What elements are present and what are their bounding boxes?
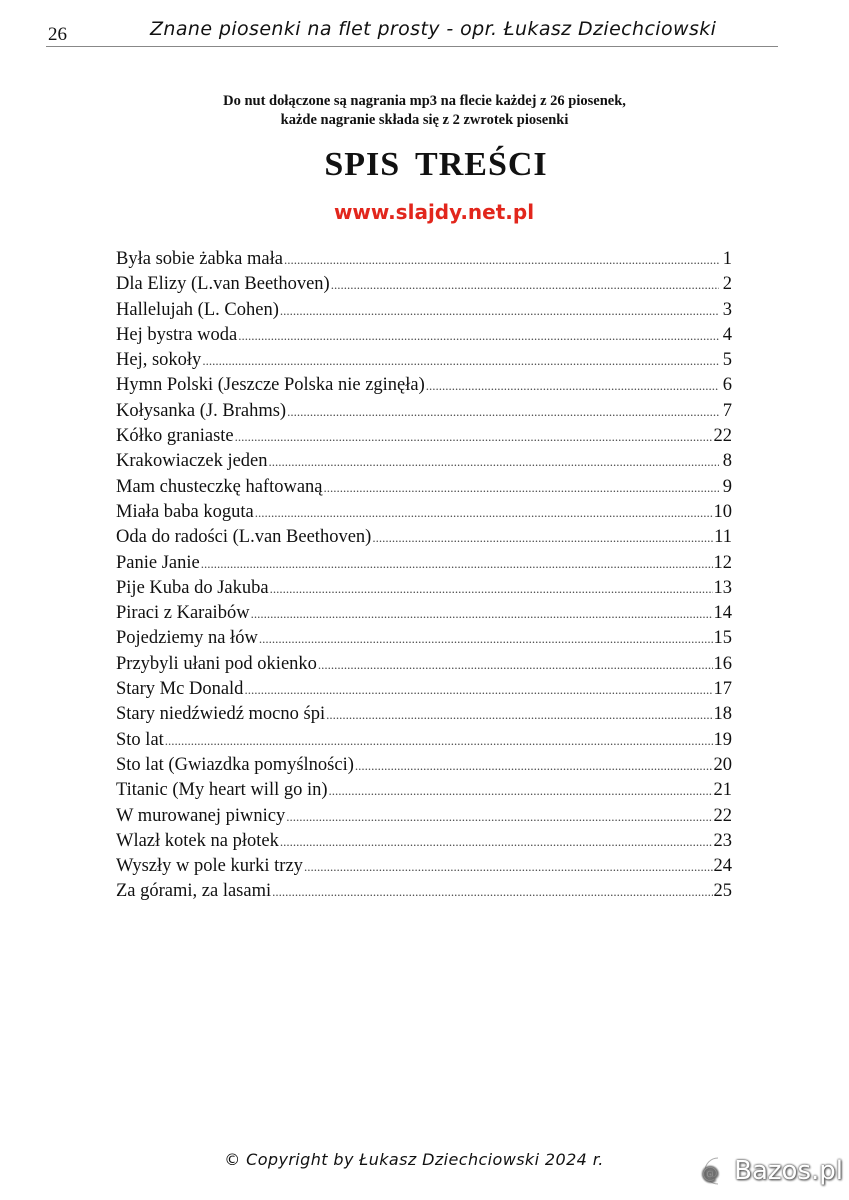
dot-leader [287,399,719,424]
intro-line-2: każde nagranie składa się z 2 zwrotek piosenki [280,112,569,128]
dot-leader [238,323,719,348]
toc-entry-title: Hej, sokoły [116,350,202,371]
toc-entry-page: 8 [722,451,732,472]
toc-entry-title: Dla Elizy (L.van Beethoven) [116,274,330,295]
toc-entry-page: 13 [713,577,732,598]
toc-entry-title: Mam chusteczkę haftowaną [116,476,323,497]
toc-entry-title: Hej bystra woda [116,324,238,345]
toc-entry-title: Sto lat (Gwiazdka pomyślności) [116,754,354,775]
dot-leader [280,298,719,323]
toc-entry[interactable] [116,323,732,348]
toc-entry-page: 15 [713,628,732,649]
toc-entry-title: Stary niedźwiedź mocno śpi [116,704,326,725]
toc-entry-page: 14 [713,603,732,624]
toc-entry[interactable] [116,728,732,753]
page-title: SPIS TREŚCI [324,146,548,183]
dot-leader [355,753,713,778]
toc-entry-title: Panie Janie [116,552,200,573]
toc-entry-page: 22 [713,805,732,826]
toc-entry-title: Sto lat [116,729,164,750]
running-header: Znane piosenki na flet prosty - opr. Łukasz Dziechciowski [150,18,717,40]
toc-entry[interactable] [116,373,732,398]
toc-entry[interactable] [116,702,732,727]
toc-entry-page: 24 [713,856,732,877]
page-number: 26 [48,24,67,45]
toc-entry-page: 9 [722,476,732,497]
toc-entry-page: 11 [714,527,732,548]
copyright-footer: © Copyright by Łukasz Dziechciowski 2024 r. [224,1150,604,1169]
toc-entry-title: W murowanej piwnicy [116,805,286,826]
toc-entry-title: Kołysanka (J. Brahms) [116,400,287,421]
toc-entry-title: Piraci z Karaibów [116,603,250,624]
dot-leader [280,829,713,854]
toc-entry-title: Za górami, za lasami [116,881,272,902]
toc-entry-page: 6 [722,375,732,396]
dot-leader [255,500,713,525]
toc-entry[interactable] [116,804,732,829]
toc-entry-page: 17 [713,679,732,700]
toc-entry-page: 5 [722,350,732,371]
website-link[interactable]: www.slajdy.net.pl [333,200,535,224]
dot-leader [235,424,713,449]
toc-entry[interactable] [116,753,732,778]
toc-entry-page: 23 [713,830,732,851]
toc-entry[interactable] [116,247,732,272]
dot-leader [286,804,712,829]
toc-entry[interactable] [116,677,732,702]
toc-entry-title: Przybyli ułani pod okienko [116,653,317,674]
toc-entry[interactable] [116,399,732,424]
toc-entry-title: Hymn Polski (Jeszcze Polska nie zginęła) [116,375,425,396]
dot-leader [284,247,719,272]
dot-leader [251,601,713,626]
toc-entry-page: 10 [713,501,732,522]
toc-entry-title: Oda do radości (L.van Beethoven) [116,527,372,548]
svg-text:@: @ [702,1163,719,1182]
dot-leader [202,348,719,373]
toc-entry[interactable] [116,601,732,626]
toc-entry-title: Krakowiaczek jeden [116,451,268,472]
toc-entry-page: 21 [713,780,732,801]
toc-entry-title: Wlazł kotek na płotek [116,830,279,851]
toc-entry-page: 20 [713,754,732,775]
header-divider [46,46,778,47]
dot-leader [304,854,713,879]
toc-entry-title: Hallelujah (L. Cohen) [116,299,279,320]
toc-entry-page: 25 [713,881,732,902]
toc-entry[interactable] [116,500,732,525]
toc-entry-title: Pije Kuba do Jakuba [116,577,269,598]
toc-entry[interactable] [116,298,732,323]
toc-entry[interactable] [116,879,732,904]
dot-leader [201,551,713,576]
toc-entry-page: 3 [722,299,732,320]
toc-entry-title: Titanic (My heart will go in) [116,780,328,801]
dot-leader [272,879,712,904]
watermark [663,1151,843,1191]
toc-entry[interactable] [116,829,732,854]
toc-entry[interactable] [116,551,732,576]
toc-entry[interactable] [116,778,732,803]
toc-entry[interactable] [116,525,732,550]
dot-leader [259,626,713,651]
toc-entry-title: Wyszły w pole kurki trzy [116,856,303,877]
table-of-contents [116,247,732,905]
intro-note [0,92,849,130]
toc-entry-page: 16 [713,653,732,674]
toc-entry-title: Kółko graniaste [116,426,234,447]
toc-entry-title: Pojedziemy na łów [116,628,258,649]
watermark-text: Bazos.pl [734,1156,843,1186]
toc-entry[interactable] [116,348,732,373]
toc-entry[interactable] [116,626,732,651]
dot-leader [326,702,712,727]
dot-leader [270,576,713,601]
toc-entry-title: Stary Mc Donald [116,679,244,700]
dot-leader [329,778,713,803]
toc-entry-title: Miała baba koguta [116,501,254,522]
toc-entry[interactable] [116,854,732,879]
dot-leader [318,652,713,677]
toc-entry[interactable] [116,272,732,297]
intro-line-1: Do nut dołączone są nagrania mp3 na flecie każdej z 26 piosenek, [223,93,626,109]
dot-leader [165,728,713,753]
dot-leader [372,525,713,550]
toc-entry[interactable] [116,424,732,449]
dot-leader [426,373,719,398]
toc-entry-page: 12 [713,552,732,573]
toc-entry-page: 18 [713,704,732,725]
toc-entry[interactable] [116,475,732,500]
toc-entry-page: 4 [722,324,732,345]
toc-entry-title: Była sobie żabka mała [116,249,283,269]
dot-leader [324,475,720,500]
toc-entry-page: 22 [713,426,732,447]
toc-entry-page: 2 [722,274,732,295]
dot-leader [269,449,719,474]
toc-entry-page: 19 [713,729,732,750]
toc-entry[interactable] [116,449,732,474]
toc-entry[interactable] [116,576,732,601]
toc-entry-page: 7 [722,400,732,421]
toc-entry[interactable] [116,652,732,677]
toc-entry-page: 1 [722,249,732,269]
dot-leader [331,272,719,297]
bazos-logo-icon [692,1155,730,1187]
dot-leader [244,677,712,702]
